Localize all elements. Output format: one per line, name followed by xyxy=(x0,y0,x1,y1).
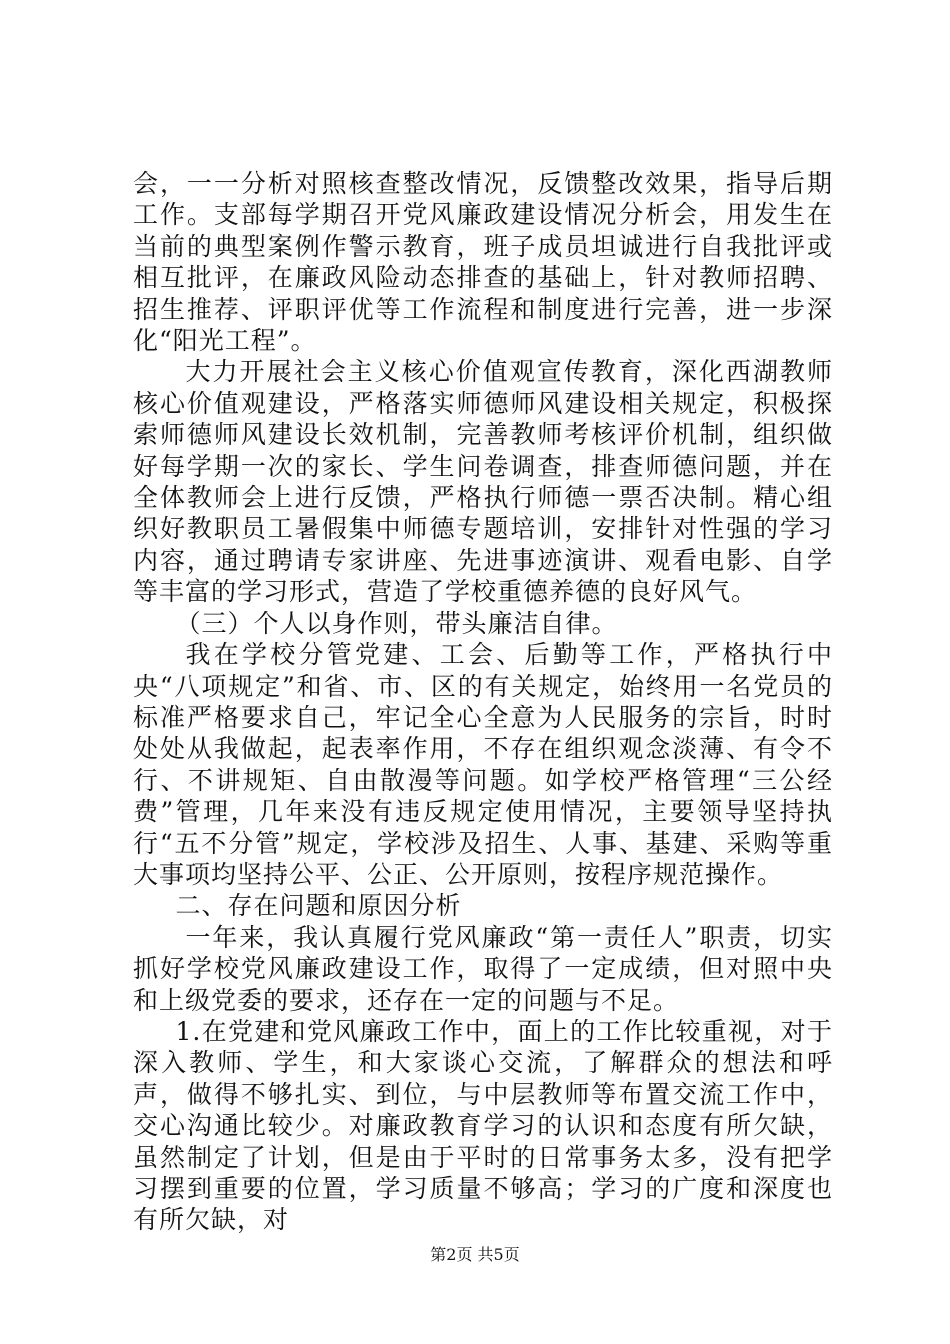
paragraph-continuation: 会，一一分析对照核查整改情况，反馈整改效果，指导后期工作。支部每学期召开党风廉政建设情况分析会，用发生在当前的典型案例作警示教育，班子成员坦诚进行自我批评或相互批评，在廉政风险动态排查的基础上，针对教师招聘、招生推荐、评职评优等工作流程和制度进行完善，进一步深化“阳光工程”。 xyxy=(133,169,833,356)
paragraph-core-values: 大力开展社会主义核心价值观宣传教育，深化西湖教师核心价值观建设，严格落实师德师风建设相关规定，积极探索师德师风建设长效机制，完善教师考核评价机制，组织做好每学期一次的家长、学生问卷调查，排查师德问题，并在全体教师会上进行反馈，严格执行师德一票否决制。精心组织好教职员工暑假集中师德专题培训，安排针对性强的学习内容，通过聘请专家讲座、先进事迹演讲、观看电影、自学等丰富的学习形式，营造了学校重德养德的良好风气。 xyxy=(133,357,833,607)
document-body xyxy=(133,168,833,1236)
section-heading-problems: 二、存在问题和原因分析 xyxy=(175,891,462,921)
section-heading-self-discipline: （三）个人以身作则，带头廉洁自律。 xyxy=(175,608,618,638)
paragraph-year-summary: 一年来，我认真履行党风廉政“第一责任人”职责，切实抓好学校党风廉政建设工作，取得了一定成绩，但对照中央和上级党委的要求，还存在一定的问题与不足。 xyxy=(133,922,833,1015)
paragraph-personal-conduct: 我在学校分管党建、工会、后勤等工作，严格执行中央“八项规定”和省、市、区的有关规定，始终用一名党员的标准严格要求自己，牢记全心全意为人民服务的宗旨，时时处处从我做起，起表率作用，不存在组织观念淡薄、有令不行、不讲规矩、自由散漫等问题。如学校严格管理“三公经费”管理，几年来没有违反规定使用情况，主要领导坚持执行“五不分管”规定，学校涉及招生、人事、基建、采购等重大事项均坚持公平、公正、公开原则，按程序规范操作。 xyxy=(133,640,833,889)
paragraph-problem-1: 1.在党建和党风廉政工作中，面上的工作比较重视，对于深入教师、学生，和大家谈心交流，了解群众的想法和呼声，做得不够扎实、到位，与中层教师等布置交流工作中，交心沟通比较少。对廉政教育学习的认识和态度有所欠缺，虽然制定了计划，但是由于平时的日常事务太多，没有把学习摆到重要的位置，学习质量不够高；学习的广度和深度也有所欠缺，对 xyxy=(133,1016,833,1235)
page-number-footer: 第2页 共5页 xyxy=(430,1245,520,1264)
